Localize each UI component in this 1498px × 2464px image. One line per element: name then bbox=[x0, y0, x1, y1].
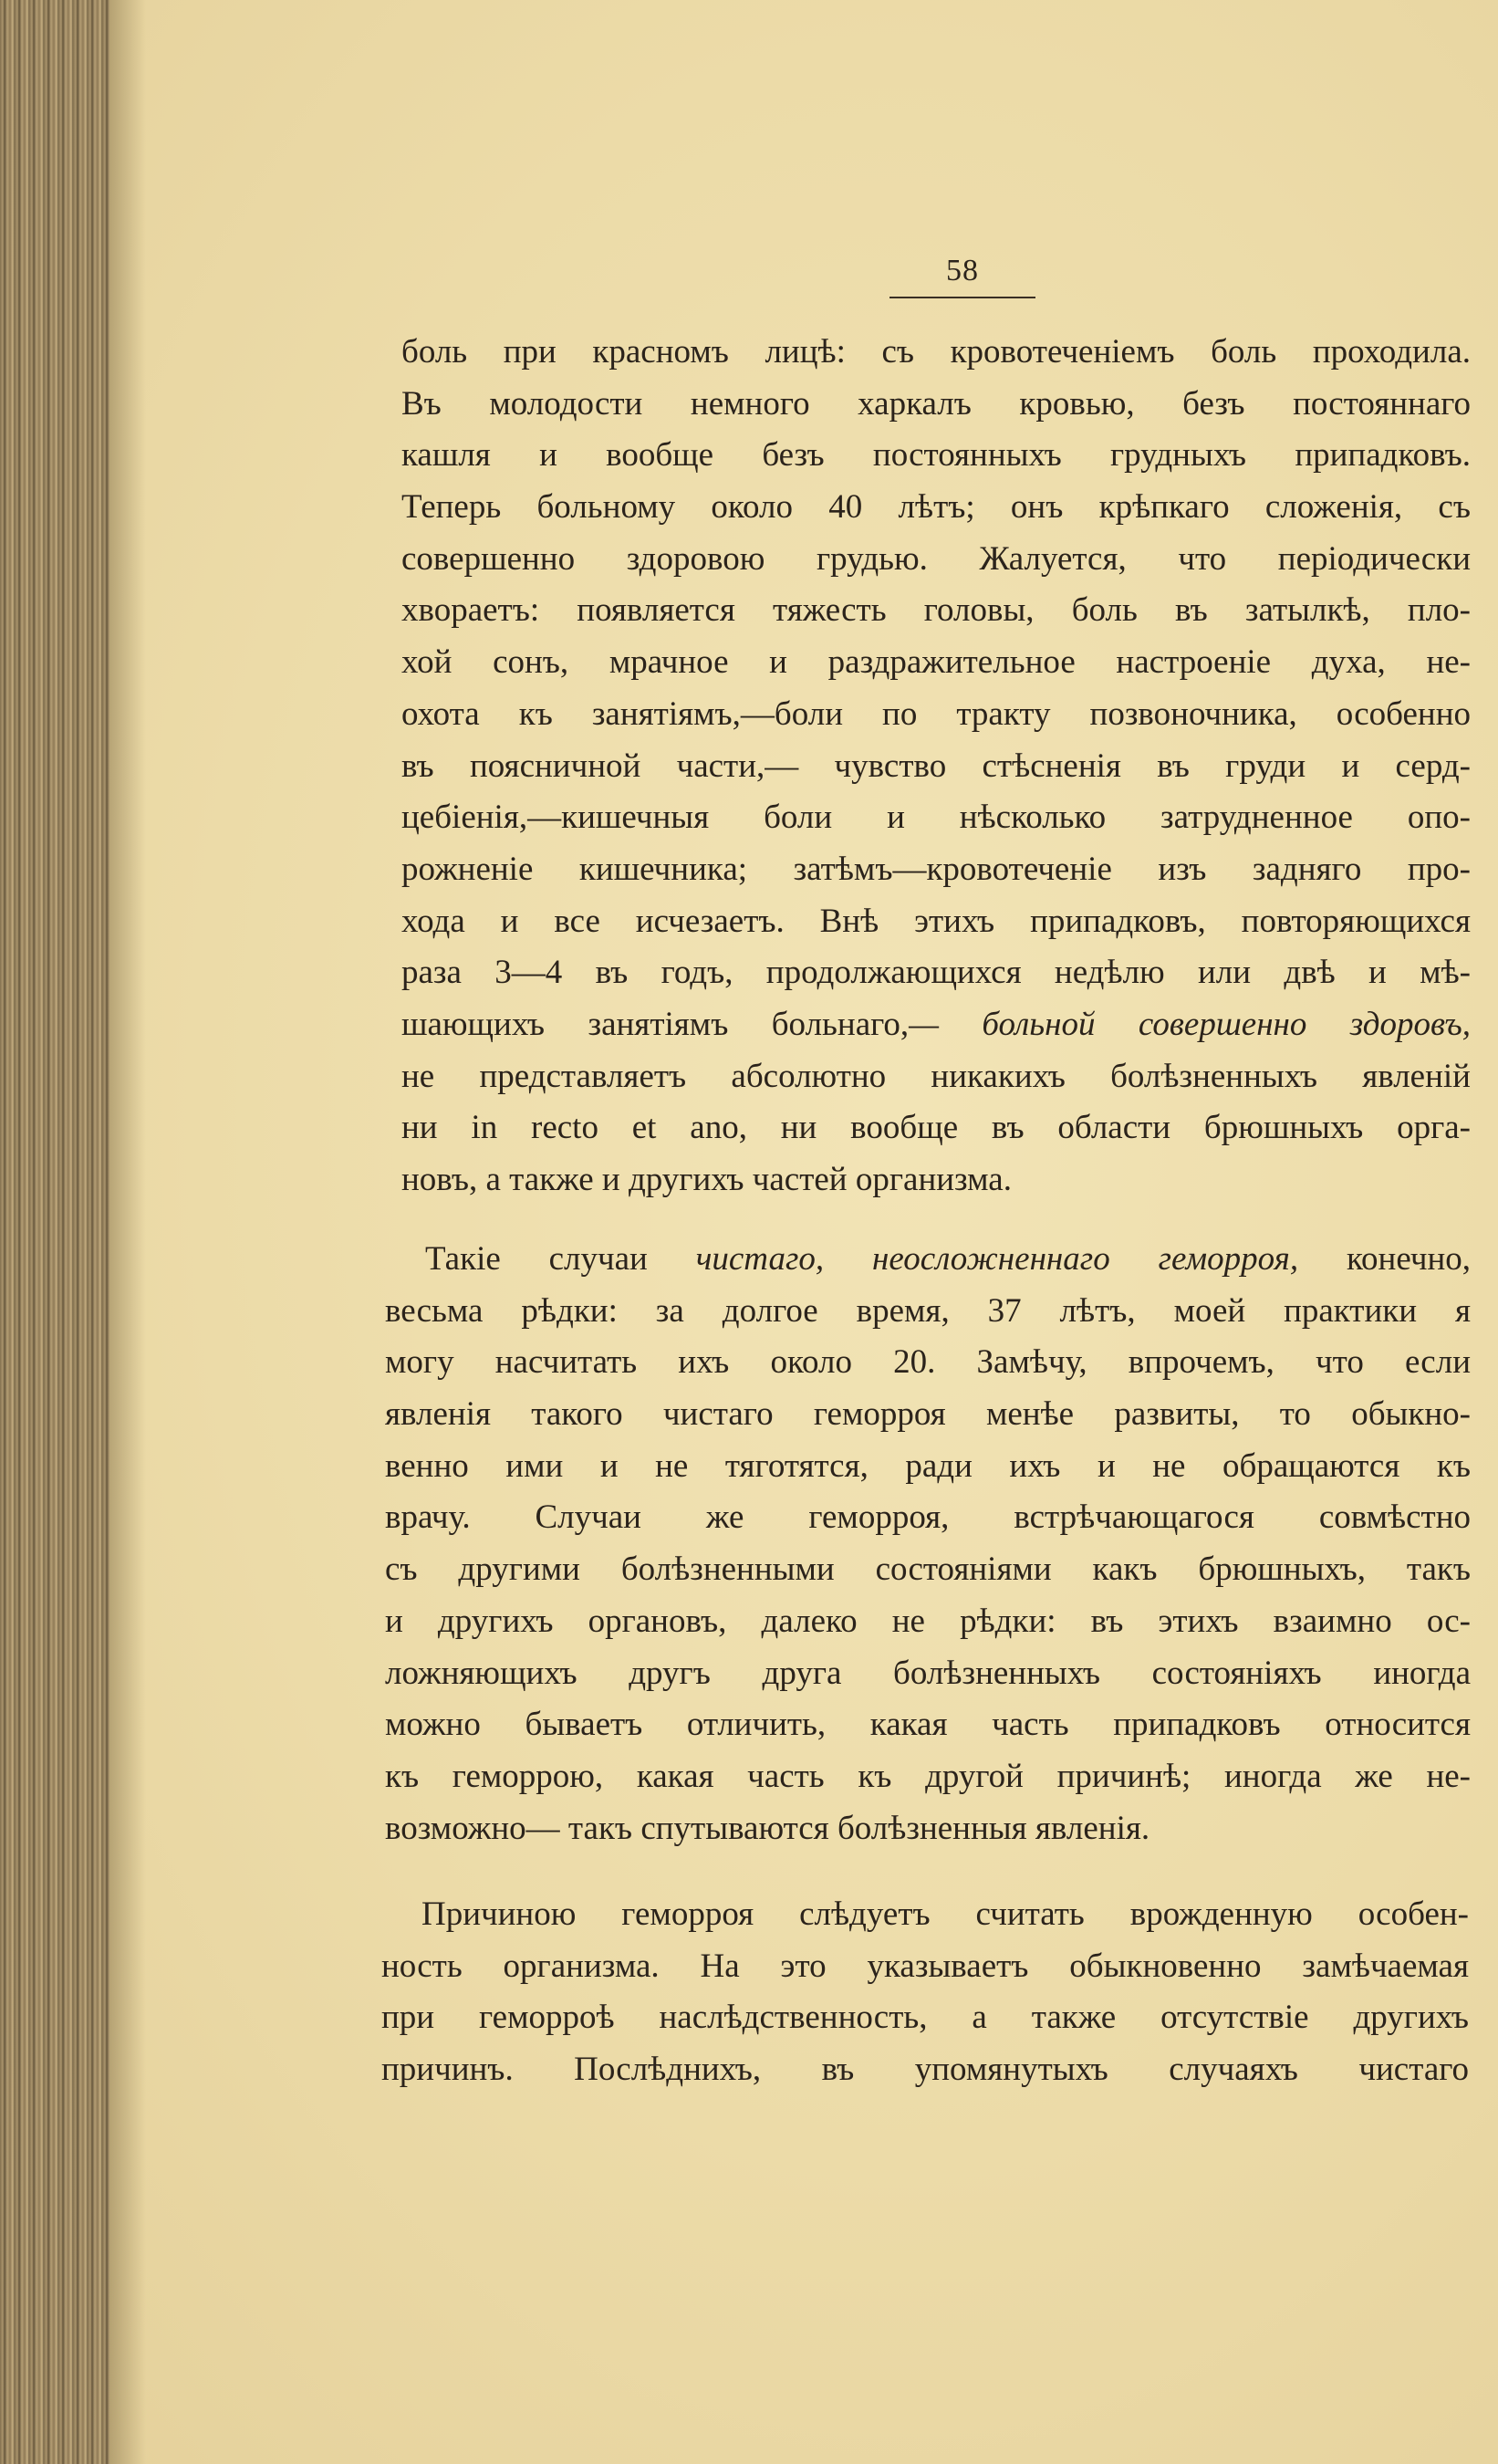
text-line: могу насчитать ихъ около 20. Замѣчу, впрочемъ, что если bbox=[385, 1343, 1471, 1382]
text-line: можно бываетъ отличить, какая часть припадковъ относится bbox=[385, 1706, 1471, 1744]
text-line: при геморроѣ наслѣдственность, а также отсутствіе другихъ bbox=[381, 1999, 1469, 2037]
book-binding-gutter bbox=[0, 0, 109, 2464]
text-line: хой сонъ, мрачное и раздражительное настроеніе духа, не- bbox=[401, 643, 1471, 682]
text-line: хода и все исчезаетъ. Внѣ этихъ припадковъ, повторяющихся bbox=[401, 902, 1471, 940]
page-number: 58 bbox=[946, 254, 979, 287]
text-line: причинъ. Послѣднихъ, въ упомянутыхъ случаяхъ чистаго bbox=[381, 2051, 1469, 2089]
text-line: Причиною геморроя слѣдуетъ считать врожденную особен- bbox=[421, 1895, 1469, 1933]
italic-phrase: чистаго, неосложненнаго геморроя, bbox=[695, 1240, 1299, 1278]
text-line: ложняющихъ другъ друга болѣзненныхъ состояніяхъ иногда bbox=[385, 1654, 1471, 1692]
italic-phrase: — больной совершенно здоровъ, bbox=[909, 1005, 1471, 1043]
text-line: и другихъ органовъ, далеко не рѣдки: въ этихъ взаимно ос- bbox=[385, 1602, 1471, 1640]
text-segment: конечно, bbox=[1346, 1240, 1472, 1278]
text-line: не представляетъ абсолютно никакихъ болѣзненныхъ явленій bbox=[401, 1057, 1471, 1095]
text-line: венно ими и не тяготятся, ради ихъ и не обращаются къ bbox=[385, 1446, 1471, 1485]
text-line-mixed bbox=[401, 999, 1471, 1051]
page-number-rule bbox=[889, 297, 1035, 298]
text-line: къ геморрою, какая часть къ другой причинѣ; иногда же не- bbox=[385, 1757, 1471, 1795]
text-line: хвораетъ: появляется тяжесть головы, боль въ затылкѣ, пло- bbox=[401, 591, 1471, 630]
text-line: врачу. Случаи же геморроя, встрѣчающагося совмѣстно bbox=[385, 1498, 1471, 1537]
text-segment: Такіе случаи bbox=[425, 1240, 648, 1278]
text-line: кашля и вообще безъ постоянныхъ грудныхъ припадковъ. bbox=[401, 436, 1471, 475]
text-line: явленія такого чистаго геморроя менѣе развиты, то обыкно- bbox=[385, 1395, 1471, 1434]
text-line: охота къ занятіямъ,—боли по тракту позвоночника, особенно bbox=[401, 694, 1471, 733]
paragraph-1 bbox=[401, 327, 1471, 1206]
text-line: съ другими болѣзненными состояніями какъ брюшныхъ, такъ bbox=[385, 1550, 1471, 1589]
text-line: совершенно здоровою грудью. Жалуется, что періодически bbox=[401, 539, 1471, 578]
paragraph-2 bbox=[385, 1234, 1471, 1854]
text-line: рожненіе кишечника; затѣмъ—кровотеченіе изъ задняго про- bbox=[401, 850, 1471, 888]
text-line: новъ, а также и другихъ частей организма. bbox=[401, 1161, 1012, 1198]
text-line-mixed bbox=[385, 1234, 1471, 1286]
text-line: ность организма. На это указываетъ обыкновенно замѣчаемая bbox=[381, 1947, 1469, 1985]
text-line: въ поясничной части,— чувство стѣсненія въ груди и серд- bbox=[401, 747, 1471, 785]
text-line: весьма рѣдки: за долгое время, 37 лѣтъ, моей практики я bbox=[385, 1291, 1471, 1330]
text-line: Въ молодости немного харкалъ кровью, безъ постояннаго bbox=[401, 384, 1471, 423]
text-line: боль при красномъ лицѣ: съ кровотеченіемъ боль проходила. bbox=[401, 333, 1471, 371]
text-segment: шающихъ занятіямъ больнаго, bbox=[401, 1005, 910, 1043]
paragraph-3 bbox=[381, 1889, 1469, 2096]
text-line: ни in recto et ano, ни вообще въ области брюшныхъ орга- bbox=[401, 1109, 1471, 1147]
gutter-shadow bbox=[109, 0, 146, 2464]
text-line: раза 3—4 въ годъ, продолжающихся недѣлю или двѣ и мѣ- bbox=[401, 954, 1471, 992]
text-line: Теперь больному около 40 лѣтъ; онъ крѣпкаго сложенія, съ bbox=[401, 488, 1471, 527]
text-line: возможно— такъ спутываются болѣзненныя явленія. bbox=[385, 1809, 1150, 1847]
text-line: цебіенія,—кишечныя боли и нѣсколько затрудненное опо- bbox=[401, 799, 1471, 837]
